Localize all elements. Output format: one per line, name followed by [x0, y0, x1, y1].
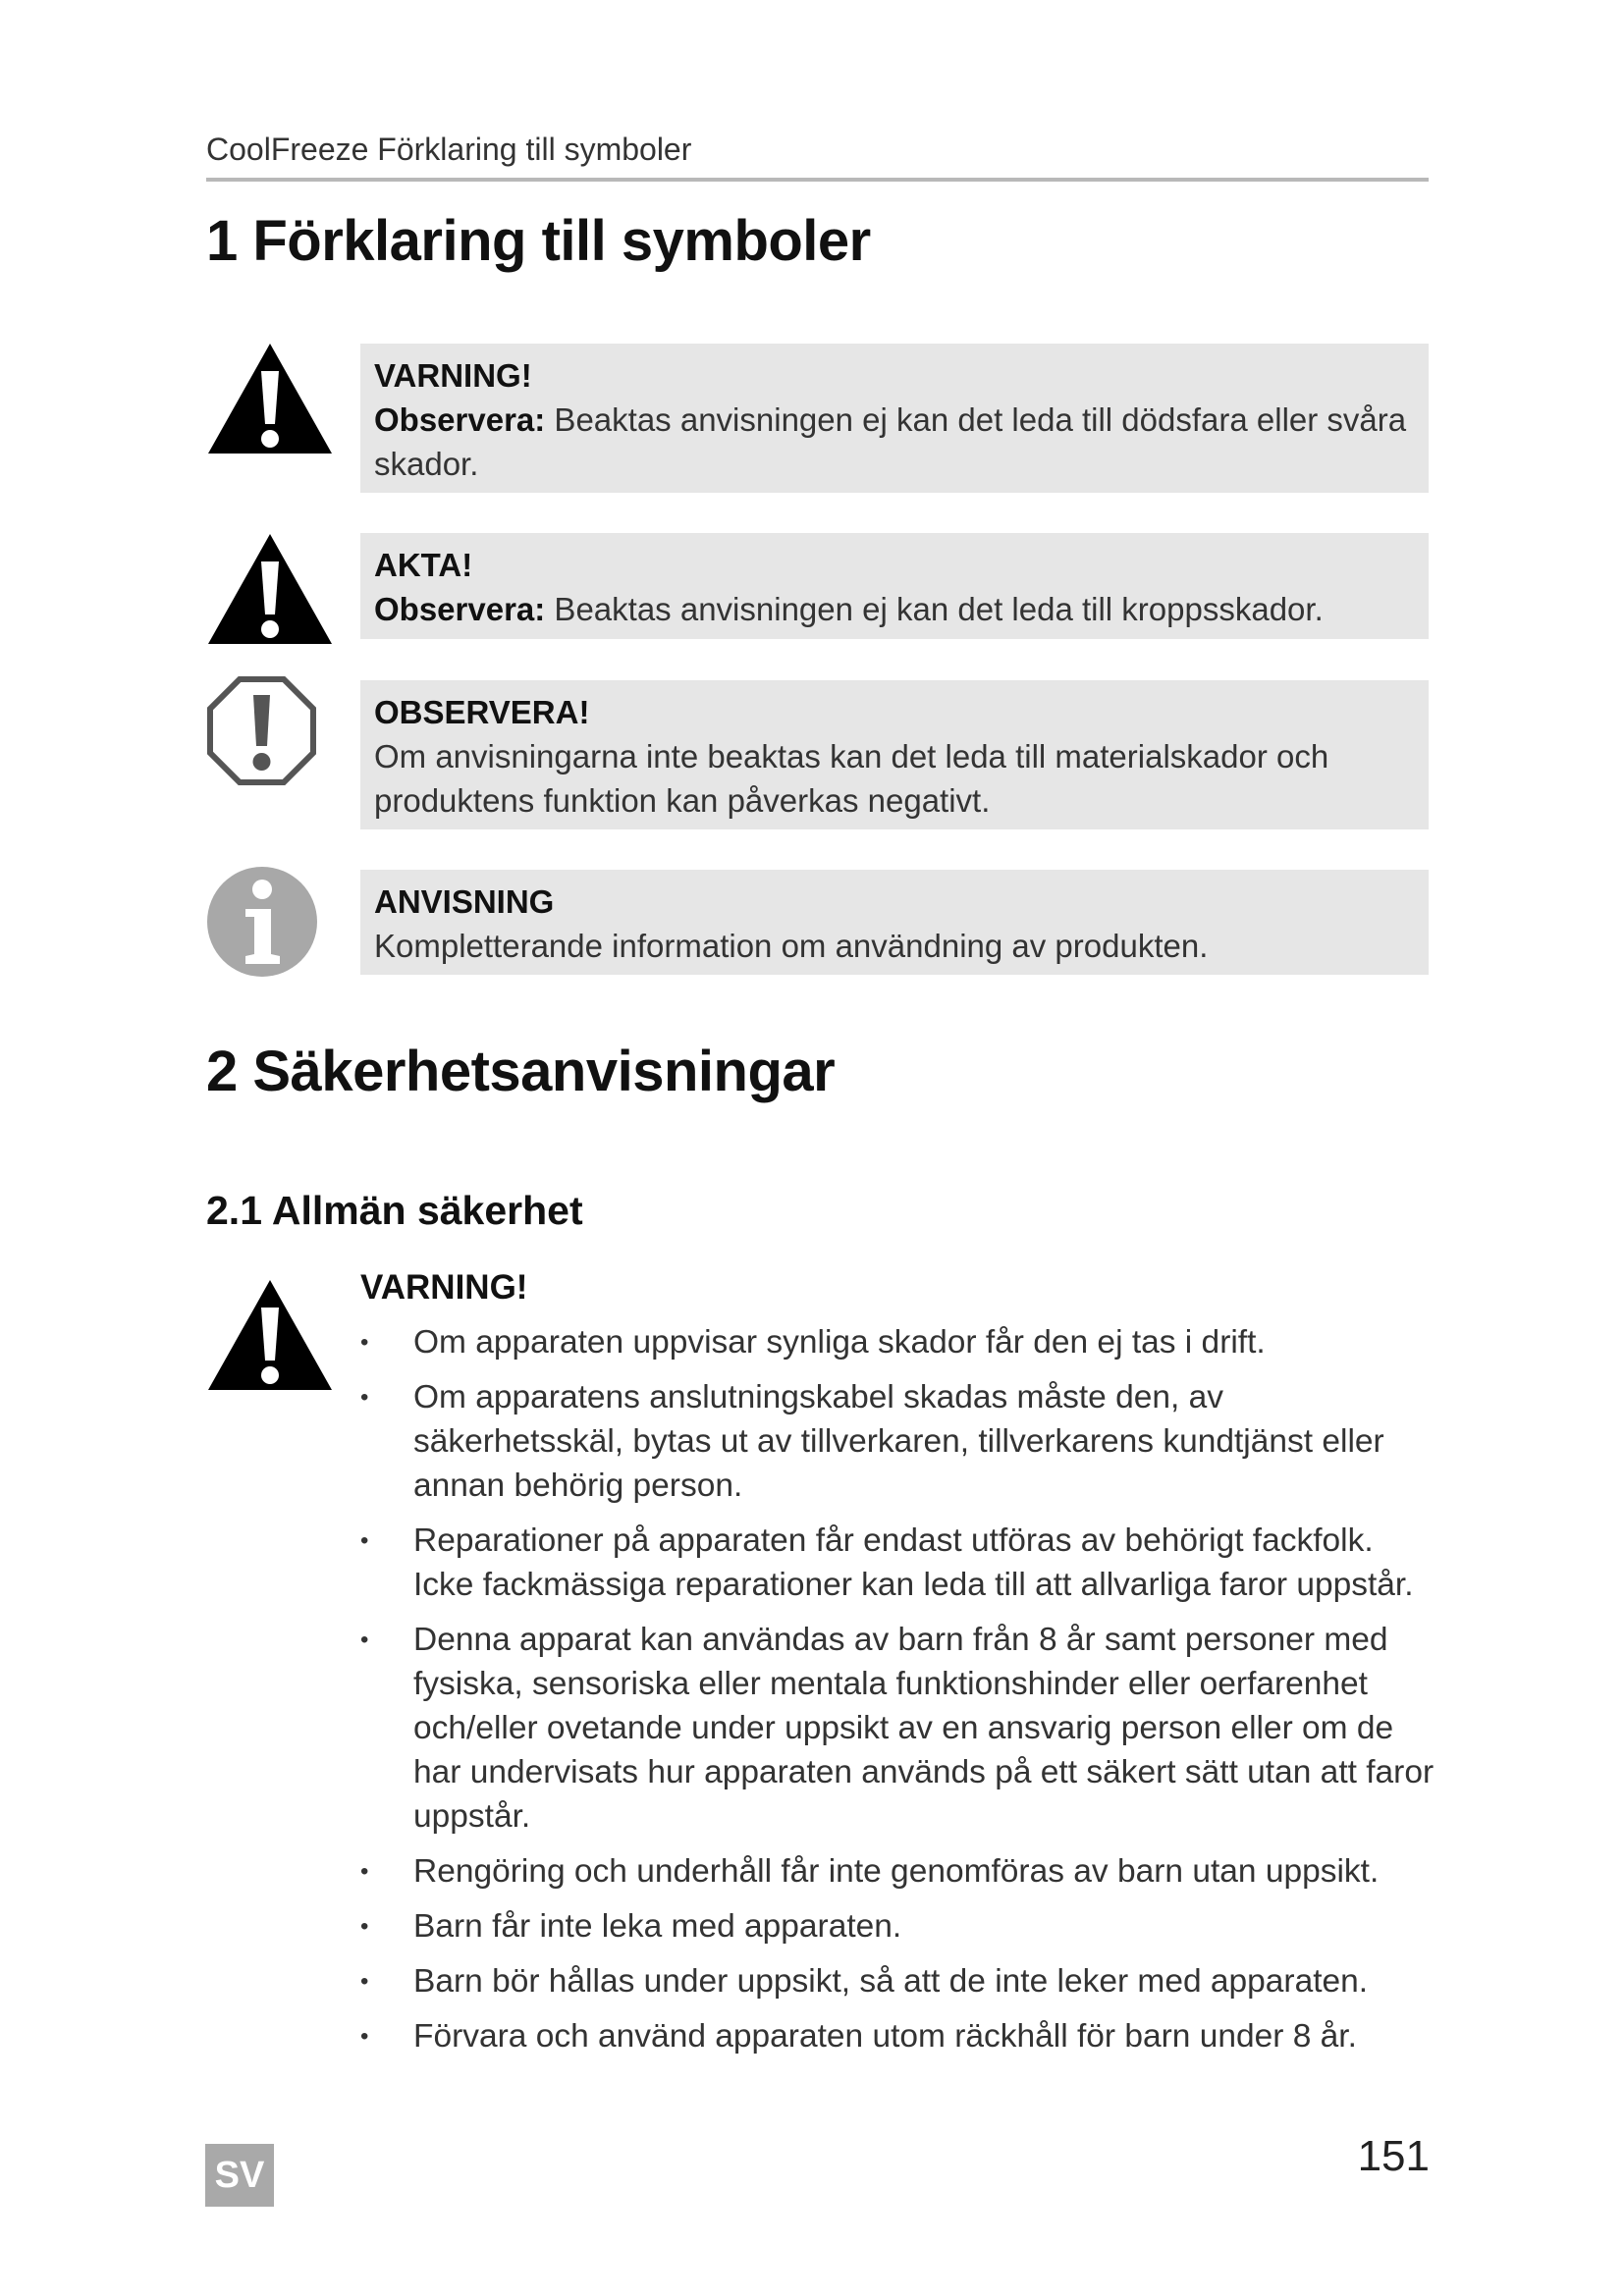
list-item: • Om apparaten uppvisar synliga skador får den ej tas i drift. — [360, 1320, 1435, 1364]
notice-title: ANVISNING — [374, 883, 555, 920]
list-item: • Förvara och använd apparaten utom räckhåll för barn under 8 år. — [360, 2014, 1435, 2058]
notice-label: Observera: — [374, 591, 546, 627]
notice-text — [374, 587, 1415, 631]
list-item: • Barn får inte leka med apparaten. — [360, 1904, 1435, 1949]
list-item: • Denna apparat kan användas av barn från 8 år samt personer med fysiska, sensoriska eller mentala funktionshinder eller oerfarenhet och/eller ovetande under uppsikt av en ansvarig person eller om de har undervisats hur apparaten används på ett säkert sätt utan att faror uppstår. — [360, 1618, 1435, 1839]
notice-body: Kompletterande information om användning av produkten. — [374, 928, 1209, 964]
notice-warning — [360, 344, 1429, 493]
section-heading-symbols: 1 Förklaring till symboler — [206, 209, 871, 273]
warning-title: VARNING! — [360, 1268, 528, 1307]
section-heading-safety: 2 Säkerhetsanvisningar — [206, 1040, 836, 1103]
warning-triangle-icon — [206, 1278, 334, 1392]
notice-text — [374, 398, 1415, 486]
list-item: • Om apparatens anslutningskabel skadas måste den, av säkerhetsskäl, bytas ut av tillverkaren, tillverkarens kundtjänst eller annan behörig person. — [360, 1375, 1435, 1508]
running-header: CoolFreeze Förklaring till symboler — [206, 132, 1429, 182]
notice-title: VARNING! — [374, 357, 532, 394]
warning-triangle-icon — [206, 532, 334, 646]
info-circle-icon — [206, 866, 318, 978]
notice-title: OBSERVERA! — [374, 694, 590, 730]
language-badge: SV — [205, 2144, 274, 2207]
octagon-exclamation-icon — [206, 675, 317, 786]
notice-caution — [360, 533, 1429, 639]
notice-info — [360, 870, 1429, 975]
page-number: 151 — [1357, 2132, 1430, 2180]
notice-attention — [360, 680, 1429, 829]
list-item: • Rengöring och underhåll får inte genomföras av barn utan uppsikt. — [360, 1849, 1435, 1894]
safety-list — [360, 1320, 1435, 2069]
notice-body: Om anvisningarna inte beaktas kan det leda till materialskador och produktens funktion kan påverkas negativt. — [374, 738, 1329, 819]
warning-triangle-icon — [206, 342, 334, 455]
notice-body: Beaktas anvisningen ej kan det leda till kroppsskador. — [545, 591, 1324, 627]
list-item: • Reparationer på apparaten får endast utföras av behörigt fackfolk. Icke fackmässiga reparationer kan leda till att allvarliga faror uppstår. — [360, 1519, 1435, 1607]
notice-body: Beaktas anvisningen ej kan det leda till dödsfara eller svåra skador. — [374, 401, 1407, 482]
notice-label: Observera: — [374, 401, 546, 438]
subsection-heading-general-safety: 2.1 Allmän säkerhet — [206, 1188, 583, 1233]
notice-title: AKTA! — [374, 547, 473, 583]
list-item: • Barn bör hållas under uppsikt, så att de inte leker med apparaten. — [360, 1959, 1435, 2003]
